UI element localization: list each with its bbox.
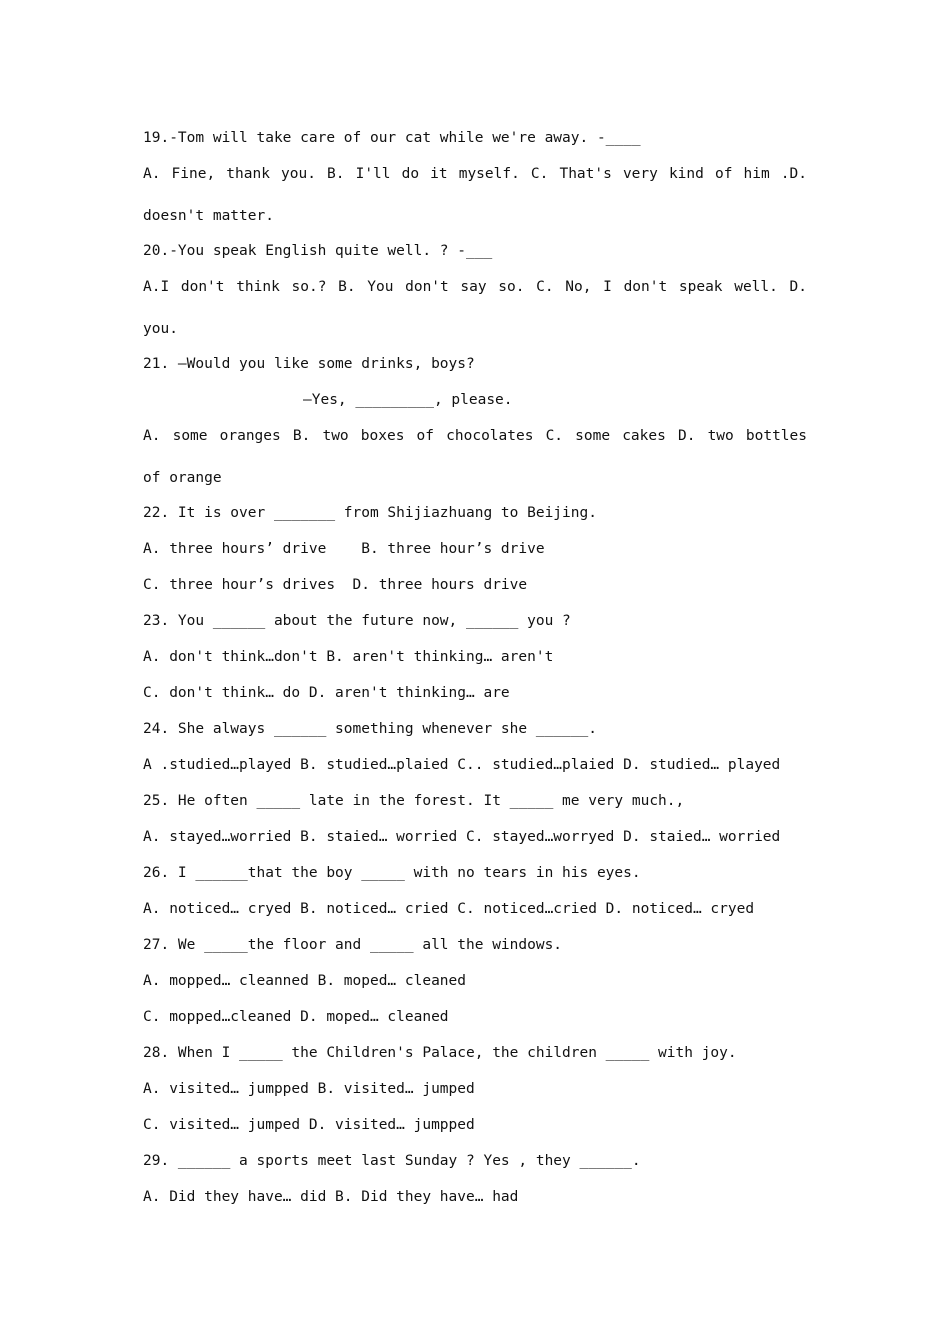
question-28-options-cd: C. visited… jumped D. visited… jumpped <box>143 1117 475 1133</box>
question-25-stem: 25. He often _____ late in the forest. It _____ me very much., <box>143 793 685 809</box>
question-23-options-cd: C. don't think… do D. aren't thinking… are <box>143 685 510 701</box>
question-22-stem: 22. It is over _______ from Shijiazhuang to Beijing. <box>143 505 597 521</box>
question-28-options-ab: A. visited… jumpped B. visited… jumped <box>143 1081 475 1097</box>
question-19-stem: 19.-Tom will take care of our cat while we're away. -____ <box>143 130 641 146</box>
question-28-stem: 28. When I _____ the Children's Palace, the children _____ with joy. <box>143 1045 737 1061</box>
question-27-options-cd: C. mopped…cleaned D. moped… cleaned <box>143 1009 449 1025</box>
question-20-options-continued: you. <box>143 321 178 337</box>
question-19-options-continued: doesn't matter. <box>143 208 274 224</box>
question-20-stem: 20.-You speak English quite well. ? -___ <box>143 243 493 259</box>
question-23-options-ab: A. don't think…don't B. aren't thinking… aren't <box>143 649 554 665</box>
question-21-options: A. some oranges B. two boxes of chocolates C. some cakes D. two bottles <box>143 428 807 444</box>
question-21-response: —Yes, _________, please. <box>303 392 513 408</box>
question-26-stem: 26. I ______that the boy _____ with no tears in his eyes. <box>143 865 641 881</box>
question-21-stem: 21. —Would you like some drinks, boys? <box>143 356 475 372</box>
question-29-stem: 29. ______ a sports meet last Sunday ? Yes , they ______. <box>143 1153 641 1169</box>
question-list <box>143 120 807 1215</box>
question-24-options: A .studied…played B. studied…plaied C.. studied…plaied D. studied… played <box>143 757 781 773</box>
question-25-options: A. stayed…worried B. staied… worried C. stayed…worryed D. staied… worried <box>143 829 781 845</box>
question-26-options: A. noticed… cryed B. noticed… cried C. noticed…cried D. noticed… cryed <box>143 901 755 917</box>
question-23-stem: 23. You ______ about the future now, ______ you ? <box>143 613 571 629</box>
question-27-options-ab: A. mopped… cleanned B. moped… cleaned <box>143 973 467 989</box>
question-19-options: A. Fine, thank you. B. I'll do it myself. C. That's very kind of him .D. <box>143 166 807 182</box>
question-21-options-continued: of orange <box>143 470 222 486</box>
question-27-stem: 27. We _____the floor and _____ all the windows. <box>143 937 563 953</box>
question-22-options-cd: C. three hour’s drives D. three hours drive <box>143 577 528 593</box>
question-24-stem: 24. She always ______ something whenever she ______. <box>143 721 597 737</box>
question-20-options: A.I don't think so.? B. You don't say so. C. No, I don't speak well. D. <box>143 279 807 295</box>
question-29-options-ab: A. Did they have… did B. Did they have… had <box>143 1189 519 1205</box>
question-22-options-ab: A. three hours’ drive B. three hour’s drive <box>143 541 545 557</box>
